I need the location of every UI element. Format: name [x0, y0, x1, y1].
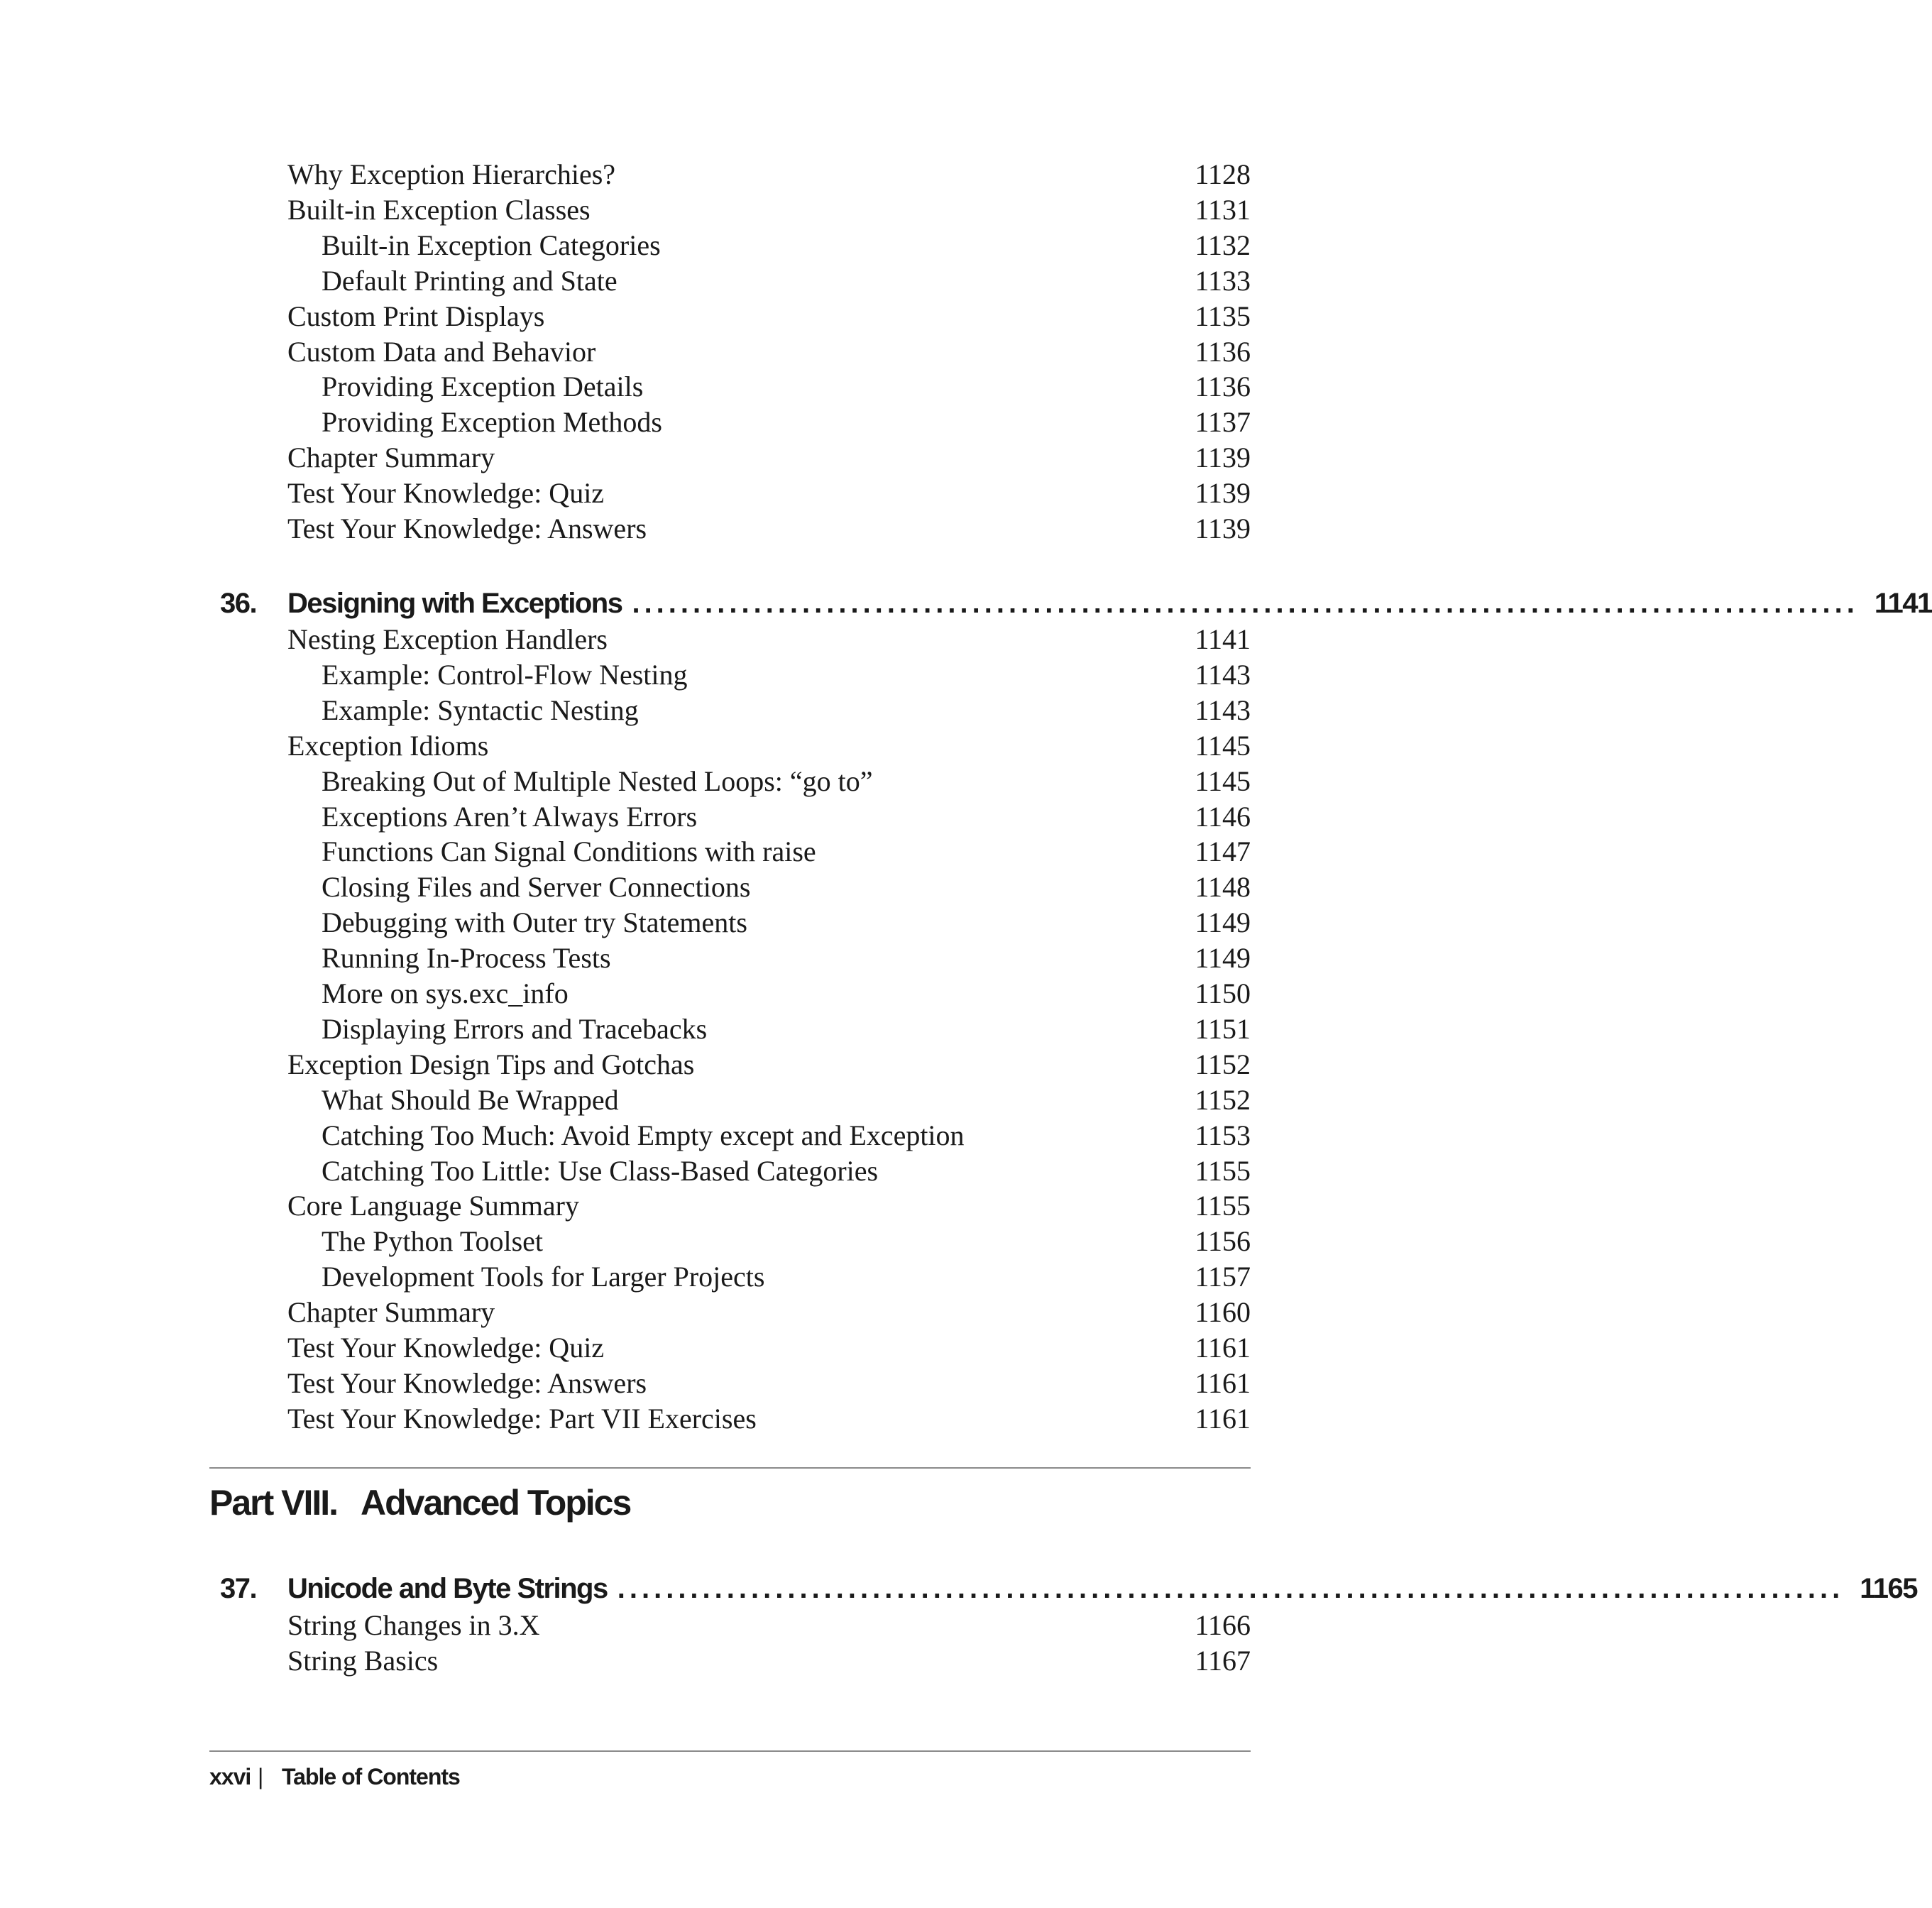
entry-page-number: 1161: [1195, 1402, 1251, 1435]
entry-page-number: 1155: [1195, 1190, 1251, 1222]
toc-entry[interactable]: [287, 1295, 1251, 1330]
entry-page-number: 1166: [1195, 1609, 1251, 1641]
entry-page-number: 1131: [1195, 193, 1251, 226]
toc-entry[interactable]: [287, 299, 1251, 334]
entry-page-number: 1153: [1195, 1119, 1251, 1151]
footer-rule: [209, 1750, 1251, 1752]
entry-page-number: 1150: [1195, 977, 1251, 1009]
toc-subentry[interactable]: [322, 657, 1251, 693]
entry-title: Custom Print Displays: [287, 300, 545, 332]
entry-title: Custom Data and Behavior: [287, 335, 596, 368]
entry-title: Example: Syntactic Nesting: [322, 693, 639, 726]
toc-subentry[interactable]: [322, 941, 1251, 976]
entry-page-number: 1136: [1195, 335, 1251, 368]
toc-subentry[interactable]: [322, 834, 1251, 870]
entry-page-number: 1145: [1195, 729, 1251, 762]
entry-title: Exceptions Aren’t Always Errors: [322, 800, 698, 833]
chapter-page-number: 1165: [1860, 1573, 1917, 1604]
toc-subentry[interactable]: [322, 1259, 1251, 1295]
toc-subentry[interactable]: [322, 905, 1251, 941]
toc-entry[interactable]: [287, 1330, 1251, 1366]
entry-page-number: 1161: [1195, 1332, 1251, 1364]
chapter-number: 37.: [220, 1573, 257, 1604]
toc-subentry[interactable]: [322, 693, 1251, 728]
entry-title: Built-in Exception Categories: [322, 229, 661, 261]
toc-entry[interactable]: [287, 1366, 1251, 1401]
part-label: Part VIII.: [209, 1483, 338, 1523]
part-title: Advanced Topics: [361, 1483, 631, 1523]
chapter-number: 36.: [220, 588, 257, 619]
entry-title: Test Your Knowledge: Part VII Exercises: [287, 1402, 757, 1435]
toc-entry[interactable]: [287, 1188, 1251, 1224]
entry-title: Exception Design Tips and Gotchas: [287, 1048, 695, 1080]
entry-page-number: 1161: [1195, 1366, 1251, 1399]
entry-page-number: 1157: [1195, 1261, 1251, 1293]
toc-subentry[interactable]: [322, 870, 1251, 905]
toc-entry[interactable]: [287, 1608, 1251, 1643]
entry-title: Debugging with Outer try Statements: [322, 906, 747, 939]
chapter-heading-36[interactable]: [220, 583, 1932, 623]
toc-subentry[interactable]: [322, 228, 1251, 263]
entry-page-number: 1149: [1195, 906, 1251, 939]
entry-title: String Basics: [287, 1644, 439, 1677]
entry-page-number: 1137: [1195, 406, 1251, 439]
toc-entry[interactable]: [287, 1643, 1251, 1679]
toc-entry[interactable]: [287, 511, 1251, 547]
entry-page-number: 1139: [1195, 442, 1251, 474]
entry-title: Core Language Summary: [287, 1190, 579, 1222]
entry-title: Built-in Exception Classes: [287, 193, 591, 226]
entry-page-number: 1136: [1195, 371, 1251, 403]
entry-page-number: 1128: [1195, 158, 1251, 190]
chapter-page-number: 1141: [1874, 588, 1932, 619]
toc-entry[interactable]: [287, 728, 1251, 764]
entry-page-number: 1139: [1195, 512, 1251, 544]
entry-title: Test Your Knowledge: Quiz: [287, 1332, 605, 1364]
toc-subentry[interactable]: [322, 1011, 1251, 1047]
entry-page-number: 1132: [1195, 229, 1251, 261]
entry-page-number: 1152: [1195, 1048, 1251, 1080]
entry-title: Displaying Errors and Tracebacks: [322, 1012, 708, 1045]
toc-subentry[interactable]: [322, 1082, 1251, 1118]
entry-page-number: 1146: [1195, 800, 1251, 833]
toc-subentry[interactable]: [322, 405, 1251, 440]
entry-title: More on sys.exc_info: [322, 977, 569, 1009]
entry-title: Catching Too Little: Use Class-Based Categories: [322, 1154, 879, 1187]
entry-page-number: 1160: [1195, 1296, 1251, 1329]
entry-page-number: 1145: [1195, 764, 1251, 797]
entry-title: Nesting Exception Handlers: [287, 623, 608, 655]
entry-title: Exception Idioms: [287, 729, 489, 762]
entry-page-number: 1152: [1195, 1083, 1251, 1116]
toc-subentry[interactable]: [322, 764, 1251, 799]
toc-subentry[interactable]: [322, 263, 1251, 299]
entry-title: Running In-Process Tests: [322, 942, 611, 975]
entry-page-number: 1133: [1195, 264, 1251, 297]
entry-title: Chapter Summary: [287, 442, 495, 474]
entry-page-number: 1135: [1195, 300, 1251, 332]
entry-title: The Python Toolset: [322, 1225, 544, 1258]
running-footer-label: Table of Contents: [282, 1764, 460, 1789]
entry-title: Functions Can Signal Conditions with raise: [322, 835, 816, 868]
entry-page-number: 1167: [1195, 1644, 1251, 1677]
entry-page-number: 1155: [1195, 1154, 1251, 1187]
entry-page-number: 1149: [1195, 942, 1251, 975]
dot-leader: .....................................................................................................: [617, 1573, 1845, 1604]
entry-title: String Changes in 3.X: [287, 1609, 540, 1641]
toc-subentry[interactable]: [322, 976, 1251, 1011]
toc-entry[interactable]: [287, 1047, 1251, 1082]
entry-title: Closing Files and Server Connections: [322, 871, 751, 904]
entry-title: Why Exception Hierarchies?: [287, 158, 616, 190]
entry-title: What Should Be Wrapped: [322, 1083, 619, 1116]
chapter-heading-37[interactable]: [220, 1569, 1917, 1608]
entry-title: Chapter Summary: [287, 1296, 495, 1329]
toc-entry[interactable]: [287, 334, 1251, 370]
chapter-title: Unicode and Byte Strings: [287, 1573, 608, 1604]
entry-page-number: 1141: [1195, 623, 1251, 655]
toc-subentry[interactable]: [322, 1118, 1251, 1153]
toc-entry[interactable]: [287, 476, 1251, 511]
dot-leader: .....................................................................................................: [632, 588, 1859, 619]
toc-entry[interactable]: [287, 192, 1251, 228]
toc-subentry[interactable]: [322, 1153, 1251, 1189]
toc-entry[interactable]: [287, 440, 1251, 476]
entry-page-number: 1139: [1195, 477, 1251, 510]
entry-title: Catching Too Much: Avoid Empty except and Exception: [322, 1119, 965, 1151]
entry-title: Development Tools for Larger Projects: [322, 1261, 765, 1293]
entry-title: Example: Control-Flow Nesting: [322, 658, 688, 691]
chapter-title: Designing with Exceptions: [287, 588, 622, 619]
folio-page-number: xxvi: [209, 1764, 251, 1789]
toc-subentry[interactable]: [322, 369, 1251, 405]
entry-page-number: 1147: [1195, 835, 1251, 868]
entry-page-number: 1148: [1195, 871, 1251, 904]
entry-page-number: 1143: [1195, 693, 1251, 726]
entry-title: Providing Exception Details: [322, 371, 644, 403]
toc-entry[interactable]: [287, 622, 1251, 657]
part-divider-rule: [209, 1467, 1251, 1469]
entry-title: Default Printing and State: [322, 264, 618, 297]
toc-entry[interactable]: [287, 157, 1251, 192]
entry-title: Providing Exception Methods: [322, 406, 662, 439]
entry-page-number: 1151: [1195, 1012, 1251, 1045]
toc-subentry[interactable]: [322, 799, 1251, 835]
entry-title: Test Your Knowledge: Answers: [287, 512, 647, 544]
footer-separator: |: [258, 1764, 263, 1789]
toc-entry[interactable]: [287, 1401, 1251, 1437]
entry-title: Breaking Out of Multiple Nested Loops: “go to”: [322, 764, 873, 797]
entry-title: Test Your Knowledge: Answers: [287, 1366, 647, 1399]
toc-subentry[interactable]: [322, 1224, 1251, 1259]
entry-title: Test Your Knowledge: Quiz: [287, 477, 605, 510]
entry-page-number: 1143: [1195, 658, 1251, 691]
entry-page-number: 1156: [1195, 1225, 1251, 1258]
